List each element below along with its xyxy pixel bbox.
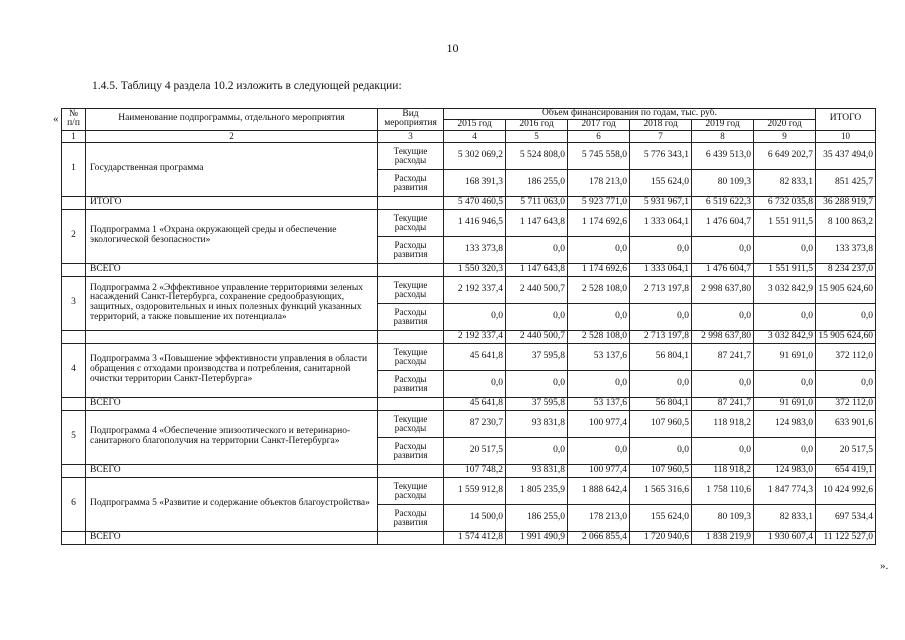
total-row-value: 93 831,8 [506, 464, 568, 477]
row-development-value: 0,0 [506, 370, 568, 397]
column-number: 7 [630, 130, 692, 142]
row-development-value: 0,0 [568, 370, 630, 397]
total-row-value: 1 930 607,4 [754, 531, 816, 544]
row-current-value: 53 137,6 [568, 343, 630, 370]
total-row-value: 2 713 197,8 [630, 330, 692, 343]
row-development-value: 155 624,0 [630, 169, 692, 196]
row-development-total: 0,0 [816, 370, 876, 397]
total-row-kind [378, 531, 444, 544]
total-row-value: 53 137,6 [568, 397, 630, 410]
row-development-value: 0,0 [506, 236, 568, 263]
total-row [62, 397, 876, 410]
row-current-value: 1 805 235,9 [506, 477, 568, 504]
table-row [62, 343, 876, 370]
row-current-value: 1 174 692,6 [568, 209, 630, 236]
row-current-value: 5 524 808,0 [506, 142, 568, 169]
total-row-value: 45 641,8 [444, 397, 506, 410]
row-development-value: 0,0 [630, 370, 692, 397]
row-name: Подпрограмма 5 «Развитие и содержание объектов благоустройства» [86, 477, 378, 531]
total-row-no [62, 397, 86, 410]
page-number: 10 [446, 41, 459, 55]
total-row-value: 118 918,2 [692, 464, 754, 477]
total-row-value: 107 748,2 [444, 464, 506, 477]
table-row [62, 477, 876, 504]
total-row-value: 1 174 692,6 [568, 263, 630, 276]
row-development-total: 697 534,4 [816, 504, 876, 531]
header-financing: Объем финансирования по годам, тыс. руб. [444, 109, 816, 120]
row-development-value: 155 624,0 [630, 504, 692, 531]
total-row-value: 5 931 967,1 [630, 196, 692, 209]
row-development-value: 133 373,8 [444, 236, 506, 263]
row-current-value: 107 960,5 [630, 410, 692, 437]
row-number: 6 [62, 477, 86, 531]
total-row-no [62, 464, 86, 477]
total-row-value: 1 991 490,9 [506, 531, 568, 544]
header-year: 2019 год [692, 119, 754, 130]
row-kind-current: Текущие расходы [378, 410, 444, 437]
row-current-total: 15 905 624,60 [816, 276, 876, 303]
row-current-total: 8 100 863,2 [816, 209, 876, 236]
row-current-total: 633 901,6 [816, 410, 876, 437]
total-row-value: 1 333 064,1 [630, 263, 692, 276]
total-row-sum: 8 234 237,0 [816, 263, 876, 276]
row-kind-current: Текущие расходы [378, 142, 444, 169]
instruction-text: 1.4.5. Таблицу 4 раздела 10.2 изложить в следующей редакции: [92, 80, 402, 92]
total-row-value: 6 519 622,3 [692, 196, 754, 209]
total-row-label: ВСЕГО [86, 531, 378, 544]
total-row-value: 56 804,1 [630, 397, 692, 410]
row-current-value: 5 745 558,0 [568, 142, 630, 169]
header-year: 2016 год [506, 119, 568, 130]
row-development-value: 20 517,5 [444, 437, 506, 464]
row-current-value: 2 713 197,8 [630, 276, 692, 303]
total-row-no [62, 196, 86, 209]
total-row-value: 1 147 643,8 [506, 263, 568, 276]
total-row [62, 531, 876, 544]
row-current-value: 91 691,0 [754, 343, 816, 370]
row-development-value: 0,0 [692, 370, 754, 397]
row-name: Государственная программа [86, 142, 378, 196]
row-development-value: 0,0 [630, 437, 692, 464]
row-current-value: 37 595,8 [506, 343, 568, 370]
table-row [62, 276, 876, 303]
column-number: 4 [444, 130, 506, 142]
total-row-value: 1 550 320,3 [444, 263, 506, 276]
row-development-value: 0,0 [444, 303, 506, 330]
row-current-value: 1 758 110,6 [692, 477, 754, 504]
row-current-value: 56 804,1 [630, 343, 692, 370]
row-current-value: 87 230,7 [444, 410, 506, 437]
total-row-sum: 11 122 527,0 [816, 531, 876, 544]
total-row-value: 1 574 412,8 [444, 531, 506, 544]
row-current-value: 45 641,8 [444, 343, 506, 370]
row-kind-development: Расходы развития [378, 370, 444, 397]
total-row-sum: 372 112,0 [816, 397, 876, 410]
row-development-value: 80 109,3 [692, 504, 754, 531]
total-row-label [86, 330, 378, 343]
row-development-value: 0,0 [568, 303, 630, 330]
row-kind-development: Расходы развития [378, 236, 444, 263]
total-row-value: 2 528 108,0 [568, 330, 630, 343]
row-development-value: 0,0 [630, 236, 692, 263]
total-row-label: ИТОГО [86, 196, 378, 209]
row-current-value: 87 241,7 [692, 343, 754, 370]
row-development-value: 168 391,3 [444, 169, 506, 196]
row-kind-current: Текущие расходы [378, 343, 444, 370]
row-development-value: 0,0 [754, 303, 816, 330]
row-development-value: 186 255,0 [506, 169, 568, 196]
total-row-no [62, 531, 86, 544]
row-current-value: 124 983,0 [754, 410, 816, 437]
row-development-value: 0,0 [754, 437, 816, 464]
row-current-value: 1 888 642,4 [568, 477, 630, 504]
total-row-kind [378, 397, 444, 410]
total-row-kind [378, 330, 444, 343]
total-row-kind [378, 263, 444, 276]
row-development-value: 82 833,1 [754, 504, 816, 531]
row-current-value: 1 847 774,3 [754, 477, 816, 504]
header-year: 2017 год [568, 119, 630, 130]
row-current-value: 100 977,4 [568, 410, 630, 437]
row-kind-development: Расходы развития [378, 303, 444, 330]
total-row-value: 2 066 855,4 [568, 531, 630, 544]
total-row-value: 37 595,8 [506, 397, 568, 410]
row-current-value: 1 476 604,7 [692, 209, 754, 236]
row-kind-current: Текущие расходы [378, 209, 444, 236]
row-current-total: 372 112,0 [816, 343, 876, 370]
row-current-total: 10 424 992,6 [816, 477, 876, 504]
total-row-value: 2 998 637,80 [692, 330, 754, 343]
table-row [62, 142, 876, 169]
total-row [62, 330, 876, 343]
column-number: 2 [86, 130, 378, 142]
row-number: 5 [62, 410, 86, 464]
row-development-value: 0,0 [444, 370, 506, 397]
row-number: 4 [62, 343, 86, 397]
total-row-value: 3 032 842,9 [754, 330, 816, 343]
total-row-sum: 15 905 624,60 [816, 330, 876, 343]
row-name: Подпрограмма 2 «Эффективное управление территориями зеленых насаждений Санкт-Петербурга, сохранение средообразующих, защитных, оздоровительных и иных полезных функций указанных территорий, а также повышение их потенциала» [86, 276, 378, 330]
column-number: 9 [754, 130, 816, 142]
row-development-value: 0,0 [692, 303, 754, 330]
total-row-value: 5 470 460,5 [444, 196, 506, 209]
total-row-value: 5 711 063,0 [506, 196, 568, 209]
row-development-total: 851 425,7 [816, 169, 876, 196]
financing-table [61, 108, 876, 545]
total-row-value: 1 838 219,9 [692, 531, 754, 544]
row-current-value: 2 528 108,0 [568, 276, 630, 303]
total-row-value: 107 960,5 [630, 464, 692, 477]
column-number: 5 [506, 130, 568, 142]
row-development-value: 0,0 [754, 370, 816, 397]
row-development-value: 0,0 [692, 236, 754, 263]
closing-quote: ». [880, 560, 889, 572]
row-development-value: 0,0 [630, 303, 692, 330]
row-kind-current: Текущие расходы [378, 477, 444, 504]
row-current-value: 6 649 202,7 [754, 142, 816, 169]
row-current-value: 5 776 343,1 [630, 142, 692, 169]
row-current-value: 1 416 946,5 [444, 209, 506, 236]
table-row [62, 410, 876, 437]
row-current-value: 1 559 912,8 [444, 477, 506, 504]
total-row-value: 1 551 911,5 [754, 263, 816, 276]
row-development-value: 82 833,1 [754, 169, 816, 196]
total-row-value: 1 476 604,7 [692, 263, 754, 276]
row-development-total: 0,0 [816, 303, 876, 330]
total-row-value: 6 732 035,8 [754, 196, 816, 209]
row-kind-development: Расходы развития [378, 437, 444, 464]
row-current-value: 1 333 064,1 [630, 209, 692, 236]
row-kind-development: Расходы развития [378, 504, 444, 531]
column-number: 1 [62, 130, 86, 142]
row-name: Подпрограмма 4 «Обеспечение эпизоотического и ветеринарно-санитарного благополучия на территории Санкт-Петербурга» [86, 410, 378, 464]
row-current-value: 6 439 513,0 [692, 142, 754, 169]
total-row-value: 100 977,4 [568, 464, 630, 477]
row-development-value: 0,0 [568, 437, 630, 464]
total-row-kind [378, 196, 444, 209]
total-row-kind [378, 464, 444, 477]
row-current-value: 1 551 911,5 [754, 209, 816, 236]
header-year: 2018 год [630, 119, 692, 130]
header-total: ИТОГО [816, 109, 876, 131]
row-current-value: 1 147 643,8 [506, 209, 568, 236]
row-name: Подпрограмма 1 «Охрана окружающей среды и обеспечение экологической безопасности» [86, 209, 378, 263]
total-row-value: 124 983,0 [754, 464, 816, 477]
row-development-value: 14 500,0 [444, 504, 506, 531]
total-row-value: 87 241,7 [692, 397, 754, 410]
total-row-label: ВСЕГО [86, 263, 378, 276]
total-row-value: 5 923 771,0 [568, 196, 630, 209]
row-development-value: 0,0 [692, 437, 754, 464]
header-kind: Вид мероприятия [378, 109, 444, 131]
total-row-sum: 36 288 919,7 [816, 196, 876, 209]
column-number: 6 [568, 130, 630, 142]
row-number: 3 [62, 276, 86, 330]
row-current-value: 2 998 637,80 [692, 276, 754, 303]
row-kind-development: Расходы развития [378, 169, 444, 196]
total-row [62, 196, 876, 209]
table-row [62, 209, 876, 236]
row-number: 2 [62, 209, 86, 263]
row-development-value: 178 213,0 [568, 504, 630, 531]
total-row-value: 91 691,0 [754, 397, 816, 410]
row-development-value: 0,0 [754, 236, 816, 263]
row-current-value: 2 440 500,7 [506, 276, 568, 303]
row-number: 1 [62, 142, 86, 196]
row-development-value: 186 255,0 [506, 504, 568, 531]
header-no: № п/п [62, 109, 86, 131]
row-current-value: 1 565 316,6 [630, 477, 692, 504]
opening-quote: « [53, 113, 59, 125]
column-number: 10 [816, 130, 876, 142]
total-row-value: 1 720 940,6 [630, 531, 692, 544]
row-development-value: 0,0 [506, 303, 568, 330]
header-year: 2020 год [754, 119, 816, 130]
row-development-value: 80 109,3 [692, 169, 754, 196]
header-name: Наименование подпрограммы, отдельного мероприятия [86, 109, 378, 131]
row-development-value: 0,0 [568, 236, 630, 263]
total-row-label: ВСЕГО [86, 397, 378, 410]
total-row-no [62, 263, 86, 276]
row-current-total: 35 437 494,0 [816, 142, 876, 169]
row-name: Подпрограмма 3 «Повышение эффективности управления в области обращения с отходами производства и потребления, санитарной очистки территории Санкт-Петербурга» [86, 343, 378, 397]
row-current-value: 5 302 069,2 [444, 142, 506, 169]
row-current-value: 3 032 842,9 [754, 276, 816, 303]
row-current-value: 2 192 337,4 [444, 276, 506, 303]
row-development-total: 20 517,5 [816, 437, 876, 464]
total-row [62, 263, 876, 276]
row-current-value: 93 831,8 [506, 410, 568, 437]
column-number: 3 [378, 130, 444, 142]
row-kind-current: Текущие расходы [378, 276, 444, 303]
total-row-no [62, 330, 86, 343]
header-year: 2015 год [444, 119, 506, 130]
total-row-value: 2 192 337,4 [444, 330, 506, 343]
column-number: 8 [692, 130, 754, 142]
total-row-sum: 654 419,1 [816, 464, 876, 477]
row-development-total: 133 373,8 [816, 236, 876, 263]
row-current-value: 118 918,2 [692, 410, 754, 437]
total-row [62, 464, 876, 477]
total-row-label: ВСЕГО [86, 464, 378, 477]
row-development-value: 178 213,0 [568, 169, 630, 196]
row-development-value: 0,0 [506, 437, 568, 464]
total-row-value: 2 440 500,7 [506, 330, 568, 343]
